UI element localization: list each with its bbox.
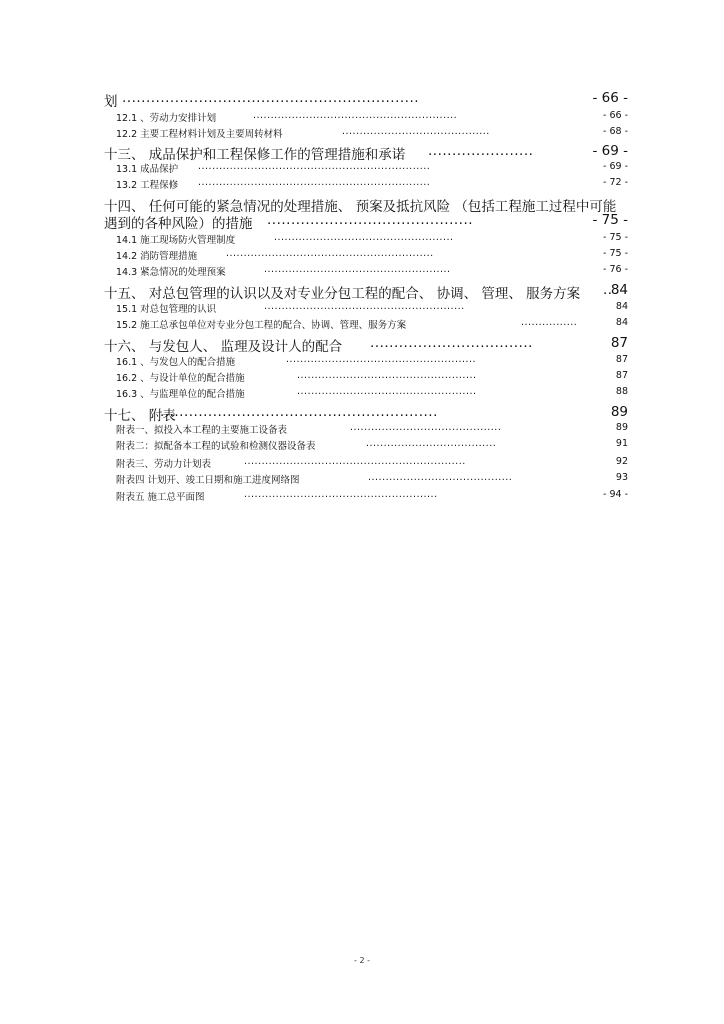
toc-entry-title: 13.1 成品保护 <box>116 164 179 175</box>
toc-entry[interactable] <box>0 177 724 191</box>
toc-entry[interactable] <box>0 456 724 470</box>
toc-entry-leader: .................................................................. <box>198 177 431 188</box>
toc-entry-title: 14.3 紧急情况的处理预案 <box>116 267 226 278</box>
toc-entry-title: 十七、 附表 <box>104 408 176 424</box>
page-footer-number: - 2 - <box>354 956 370 965</box>
toc-entry-title: 附表四 计划开、竣工日期和施工进度网络图 <box>116 475 300 486</box>
toc-entry-page-number: - 76 - <box>603 264 628 275</box>
toc-entry[interactable] <box>0 110 724 124</box>
toc-entry-title: 14.1 施工现场防火管理制度 <box>116 235 236 246</box>
toc-entry-title: 十四、 任何可能的紧急情况的处理措施、 预案及抵抗风险 （包括工程施工过程中可能 <box>104 199 617 215</box>
toc-entry[interactable] <box>0 370 724 384</box>
toc-entry-title: 16.3 、与监理单位的配合措施 <box>116 389 245 400</box>
toc-entry[interactable] <box>0 212 724 230</box>
toc-entry[interactable] <box>0 264 724 278</box>
toc-entry-page-number: 84 <box>615 317 628 328</box>
toc-entry-page-number: - 69 - <box>592 143 628 159</box>
toc-entry-page-number: - 66 - <box>592 90 628 106</box>
toc-entry-page-number: - 66 - <box>603 110 628 121</box>
toc-entry-page-number: - 68 - <box>603 126 628 137</box>
toc-entry-leader: .............................................................. <box>122 90 420 106</box>
toc-entry-leader: .. <box>603 282 613 298</box>
toc-entry-page-number: 87 <box>615 354 628 365</box>
toc-entry-leader: ...................... <box>428 143 534 159</box>
toc-entry-page-number: 87 <box>615 370 628 381</box>
toc-entry-page-number: 87 <box>610 335 628 351</box>
toc-entry-page-number: - 69 - <box>603 161 628 172</box>
toc-entry-leader: ................................................... <box>297 370 477 381</box>
toc-entry-page-number: 84 <box>610 282 628 298</box>
toc-entry[interactable] <box>0 317 724 331</box>
toc-entry-leader: ........................................... <box>267 212 474 228</box>
toc-entry-page-number: 84 <box>615 301 628 312</box>
toc-entry-page-number: - 75 - <box>603 248 628 259</box>
toc-entry[interactable] <box>0 438 724 452</box>
toc-entry-page-number: 89 <box>610 404 628 420</box>
toc-entry-leader: .................................. <box>370 335 533 351</box>
toc-entry-page-number: 88 <box>615 386 628 397</box>
toc-entry-page-number: - 72 - <box>603 177 628 188</box>
toc-entry-title: 遇到的各种风险）的措施 <box>104 216 253 232</box>
toc-entry-title: 附表一、拟投入本工程的主要施工设备表 <box>116 425 288 436</box>
toc-entry-leader: ................................................... <box>274 232 454 243</box>
toc-entry-leader: ............................................................... <box>244 456 466 467</box>
toc-entry-leader: ..................................................... <box>264 264 451 275</box>
toc-entry-leader: ................ <box>521 317 578 328</box>
toc-entry[interactable] <box>0 161 724 175</box>
toc-entry[interactable] <box>0 386 724 400</box>
toc-entry-page-number: - 75 - <box>603 232 628 243</box>
toc-entry[interactable] <box>0 422 724 436</box>
toc-entry[interactable] <box>0 301 724 315</box>
toc-entry-title: 13.2 工程保修 <box>116 180 179 191</box>
toc-entry[interactable] <box>0 126 724 140</box>
toc-entry-page-number: - 94 - <box>603 489 628 500</box>
toc-entry[interactable] <box>0 195 724 213</box>
toc-entry-title: 15.2 施工总承包单位对专业分包工程的配合、协调、管理、服务方案 <box>116 320 407 331</box>
toc-entry-title: 十六、 与发包人、 监理及设计人的配合 <box>104 339 343 355</box>
toc-entry-page-number: 92 <box>615 456 628 467</box>
toc-entry-page-number: 89 <box>615 422 628 433</box>
toc-entry-leader: ....................................................... <box>244 489 438 500</box>
toc-entry[interactable] <box>0 90 724 108</box>
toc-entry-leader: .................................................................. <box>198 161 431 172</box>
toc-entry-leader: ......................................... <box>368 472 513 483</box>
toc-entry-page-number: 93 <box>615 472 628 483</box>
toc-entry[interactable] <box>0 404 724 422</box>
toc-entry-title: 16.1 、与发包人的配合措施 <box>116 357 236 368</box>
toc-entry[interactable] <box>0 489 724 503</box>
toc-entry-page-number: - 75 - <box>592 212 628 228</box>
toc-entry-title: 附表五 施工总平面图 <box>116 492 205 503</box>
toc-entry[interactable] <box>0 248 724 262</box>
toc-entry-leader: ................................................... <box>297 386 477 397</box>
toc-entry-page-number: 91 <box>615 438 628 449</box>
toc-entry[interactable] <box>0 335 724 353</box>
toc-entry-leader: ..................................... <box>366 438 497 449</box>
toc-entry-title: 16.2 、与设计单位的配合措施 <box>116 373 245 384</box>
toc-entry-title: 附表三、劳动力计划表 <box>116 459 212 470</box>
toc-entry-leader: ........................................... <box>350 422 502 433</box>
toc-entry[interactable] <box>0 282 724 300</box>
toc-entry-title: 12.2 主要工程材料计划及主要周转材料 <box>116 129 283 140</box>
toc-entry[interactable] <box>0 143 724 161</box>
toc-entry-title: 附表二：拟配备本工程的试验和检测仪器设备表 <box>116 441 316 452</box>
toc-entry-leader: .......................................... <box>342 126 490 137</box>
toc-entry-leader: .......................................................... <box>160 404 438 420</box>
toc-entry-title: 12.1 、劳动力安排计划 <box>116 113 217 124</box>
toc-entry[interactable] <box>0 472 724 486</box>
toc-entry-title: 14.2 消防管理措施 <box>116 251 198 262</box>
toc-entry-title: 划 <box>104 94 118 110</box>
toc-entry-title: 十三、 成品保护和工程保修工作的管理措施和承诺 <box>104 147 406 163</box>
toc-entry-title: 15.1 对总包管理的认识 <box>116 304 217 315</box>
toc-entry-title: 十五、 对总包管理的认识以及对专业分包工程的配合、 协调、 管理、 服务方案 <box>104 286 581 302</box>
toc-entry[interactable] <box>0 354 724 368</box>
toc-entry[interactable] <box>0 232 724 246</box>
toc-entry-leader: ........................................................... <box>226 248 434 259</box>
toc-entry-leader: ...................................................... <box>286 354 477 365</box>
toc-entry-leader: .......................................................... <box>253 110 458 121</box>
toc-entry-leader: ......................................................... <box>264 301 465 312</box>
